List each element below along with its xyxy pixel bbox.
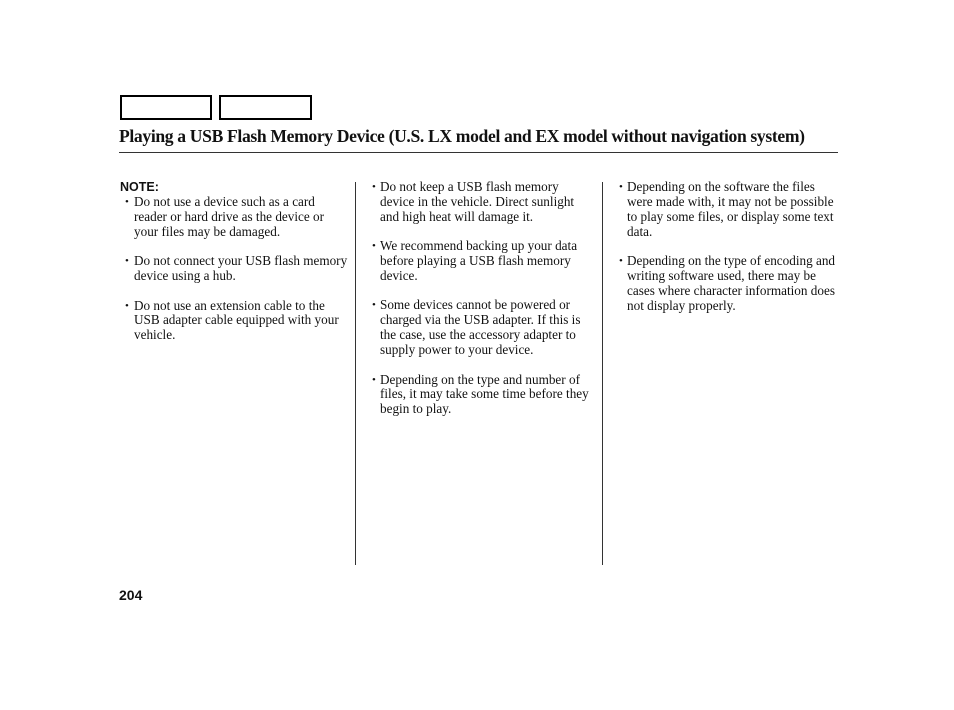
- list-item-text: We recommend backing up your data before playing a USB flash memory device.: [380, 238, 578, 284]
- column-divider: [355, 182, 356, 565]
- page-title: Playing a USB Flash Memory Device (U.S. LX model and EX model without navigation system): [119, 126, 805, 146]
- list-item-text: Do not connect your USB flash memory device using a hub.: [134, 253, 348, 284]
- nav-forward-button[interactable]: [219, 95, 312, 120]
- bullet-icon: •: [372, 240, 376, 253]
- bullet-list-2: [368, 180, 596, 417]
- column-divider: [602, 182, 603, 565]
- list-item: [368, 373, 596, 418]
- nav-back-button[interactable]: [120, 95, 212, 120]
- column-3: [615, 180, 843, 328]
- bullet-icon: •: [372, 299, 376, 312]
- page-number: 204: [119, 587, 143, 603]
- list-item-text: Some devices cannot be powered or charged via the USB adapter. If this is the case, use the accessory adapter to supply power to your device.: [380, 297, 581, 358]
- list-item-text: Do not use a device such as a card reader or hard drive as the device or your files may be damaged.: [134, 194, 325, 239]
- bullet-list-1: [120, 195, 350, 343]
- list-item-text: Depending on the software the files were made with, it may not be possible to play some files, or display some text data.: [627, 179, 834, 239]
- column-1: [120, 180, 350, 358]
- list-item-text: Do not keep a USB flash memory device in the vehicle. Direct sunlight and high heat will damage it.: [380, 179, 575, 224]
- list-item: [615, 254, 843, 314]
- bullet-icon: •: [372, 373, 376, 386]
- note-label: NOTE:: [120, 180, 159, 194]
- bullet-icon: •: [372, 181, 376, 193]
- list-item: [368, 180, 596, 225]
- list-item-text: Depending on the type and number of files, it may take some time before they begin to play.: [380, 371, 589, 417]
- list-item: [120, 195, 350, 240]
- list-item: [368, 298, 596, 358]
- list-item: [615, 180, 843, 240]
- bullet-icon: •: [619, 255, 623, 268]
- list-item-text: Depending on the type of encoding and writing software used, there may be cases where character information does not display properly.: [627, 253, 836, 313]
- bullet-icon: •: [125, 196, 129, 208]
- bullet-list-3: [615, 180, 843, 314]
- list-item: [120, 299, 350, 344]
- bullet-icon: •: [619, 181, 623, 193]
- list-item: [368, 239, 596, 284]
- bullet-icon: •: [125, 255, 129, 268]
- title-divider: [119, 152, 838, 153]
- list-item: [120, 254, 350, 284]
- column-2: [368, 180, 596, 432]
- list-item-text: Do not use an extension cable to the USB adapter cable equipped with your vehicle.: [134, 297, 339, 343]
- bullet-icon: •: [125, 299, 129, 312]
